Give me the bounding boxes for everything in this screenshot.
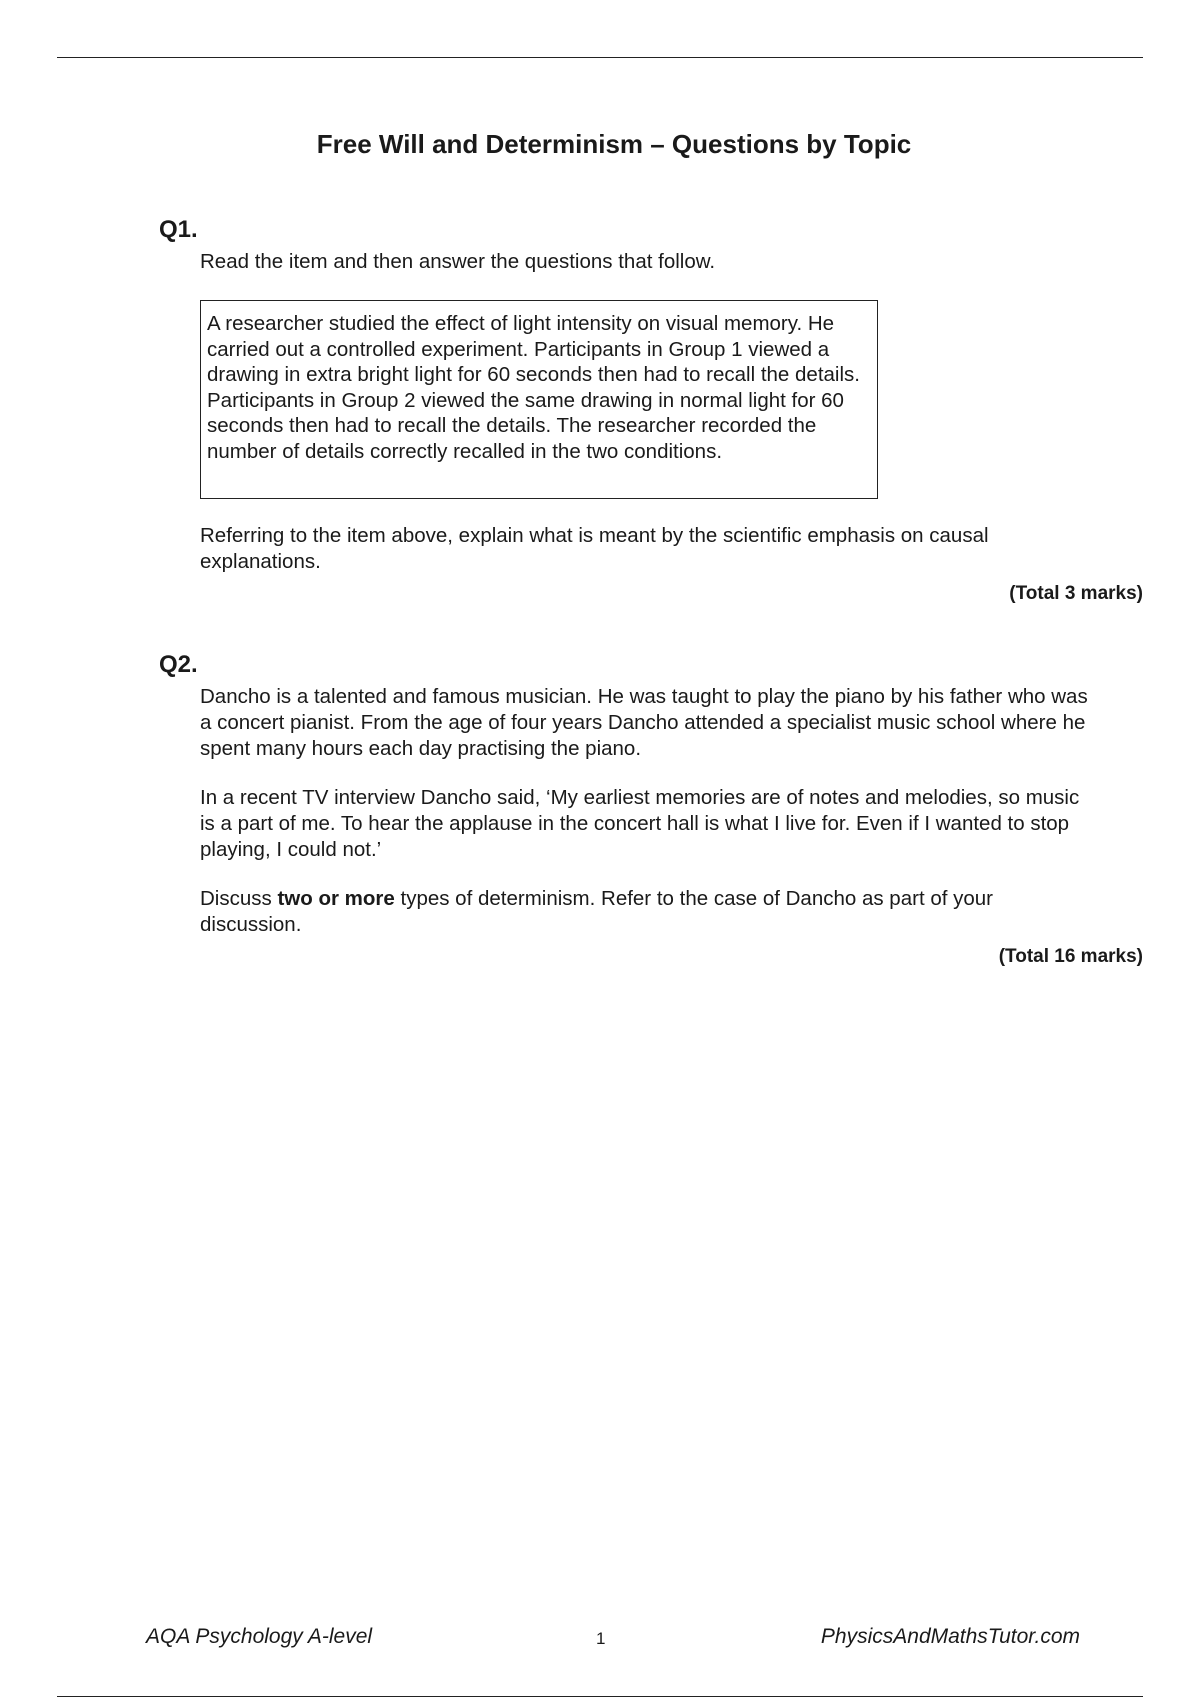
question-2-prompt [200, 886, 1080, 938]
question-2-paragraph-2: In a recent TV interview Dancho said, ‘My earliest memories are of notes and melodies, so music is a part of me. To hear the applause in the concert hall is what I live for. Even if I wanted to stop playing, I could not.’ [200, 786, 1080, 861]
question-1-number: Q1. [159, 216, 198, 243]
question-1-item-box [200, 300, 878, 499]
question-2-prompt-post: types of determinism. Refer to the case of Dancho as part of your discussion. [200, 887, 994, 936]
bottom-rule [57, 1696, 1143, 1697]
question-2-prompt-bold: two or more [277, 887, 395, 910]
question-2-prompt-pre: Discuss [200, 887, 278, 910]
question-1-item-text: A researcher studied the effect of light intensity on visual memory. He carried out a controlled experiment. Participants in Group 1 viewed a drawing in extra bright light for 60 seconds then had to recall the details. Participants in Group 2 viewed the same drawing in normal light for 60 seconds then had to recall the details. The researcher recorded the number of details correctly recalled in the two conditions. [207, 312, 860, 463]
question-2-marks: (Total 16 marks) [998, 946, 1143, 967]
question-2-paragraph-1: Dancho is a talented and famous musician. He was taught to play the piano by his father who was a concert pianist. From the age of four years Dancho attended a specialist music school where he spent many hours each day practising the piano. [200, 685, 1088, 760]
question-2-number: Q2. [159, 651, 198, 678]
question-1-intro: Read the item and then answer the questions that follow. [200, 250, 716, 273]
footer-course: AQA Psychology A-level [146, 1625, 373, 1648]
footer-site: PhysicsAndMathsTutor.com [820, 1625, 1080, 1648]
page-title: Free Will and Determinism – Questions by Topic [316, 129, 912, 159]
footer-page-number: 1 [596, 1629, 606, 1648]
top-rule [57, 57, 1143, 58]
question-1-prompt: Referring to the item above, explain what is meant by the scientific emphasis on causal explanations. [200, 524, 989, 573]
question-1-marks: (Total 3 marks) [1009, 583, 1143, 604]
